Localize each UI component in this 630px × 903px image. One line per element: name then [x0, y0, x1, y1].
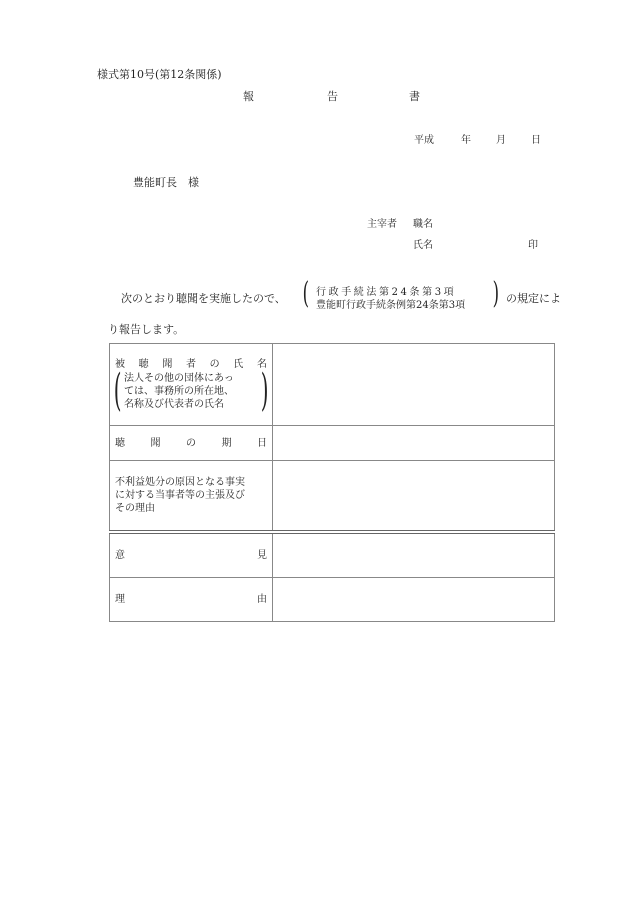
table-row-hearing-date — [110, 426, 555, 461]
law-ref-national: 行政手続法第24条第3項 — [316, 287, 457, 298]
addressee: 豊能町長 様 — [133, 176, 199, 189]
report-table — [109, 343, 555, 622]
body-text-intro: 次のとおり聴聞を実施したので、 — [121, 292, 286, 305]
body-text-continuation: の規定によ — [506, 292, 561, 305]
value-hearing-subject[interactable] — [273, 344, 555, 426]
host-label: 主宰者 — [367, 219, 397, 230]
host-position-label: 職名 — [413, 219, 433, 230]
seal-mark: 印 — [528, 240, 538, 251]
label-reason: 理 由 — [110, 578, 273, 622]
law-ref-paren-right: ) — [492, 276, 500, 311]
date-day-label: 日 — [531, 135, 541, 146]
value-hearing-date[interactable] — [273, 426, 555, 461]
title-char-notice: 告 — [327, 90, 338, 103]
body-text-closing: り報告します。 — [108, 323, 185, 336]
label-opinion: 意 見 — [110, 532, 273, 578]
table-row-opinion — [110, 532, 555, 578]
form-number: 様式第10号(第12条関係) — [97, 68, 222, 81]
value-opinion[interactable] — [273, 532, 555, 578]
date-era: 平成 — [414, 135, 434, 146]
date-month-label: 月 — [496, 135, 506, 146]
label-hearing-subject — [110, 344, 273, 426]
date-year-label: 年 — [461, 135, 471, 146]
value-party-claims[interactable] — [273, 461, 555, 533]
note-paren-right: ) — [260, 365, 269, 416]
law-ref-paren-left: ( — [302, 276, 310, 311]
title-char-report: 報 — [243, 90, 254, 103]
host-name-label: 氏名 — [413, 240, 433, 251]
table-row-party-claims — [110, 461, 555, 533]
table-row-reason — [110, 578, 555, 622]
note-paren-left: ( — [113, 365, 122, 416]
table-row-hearing-subject — [110, 344, 555, 426]
label-hearing-date: 聴 聞 の 期 日 — [110, 426, 273, 461]
label-hearing-subject-note: ( 法人その他の団体にあっ ては、事務所の所在地、 名称及び代表者の氏名 ) — [113, 365, 269, 416]
value-reason[interactable] — [273, 578, 555, 622]
title-char-document: 書 — [409, 90, 420, 103]
law-ref-municipal: 豊能町行政手続条例第24条第3項 — [316, 300, 466, 311]
label-party-claims: 不利益処分の原因となる事実 に対する当事者等の主張及び その理由 — [110, 461, 273, 533]
label-hearing-subject-title: 被 聴 聞 者 の 氏 名 — [115, 359, 267, 370]
